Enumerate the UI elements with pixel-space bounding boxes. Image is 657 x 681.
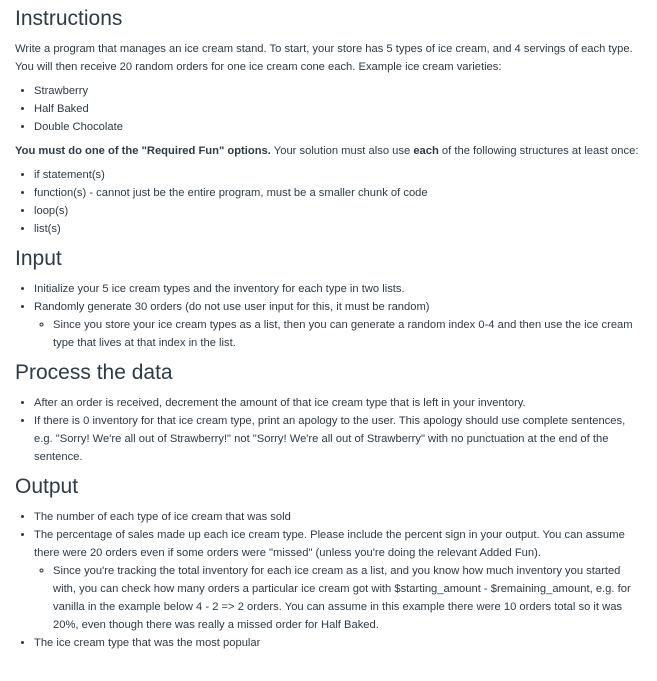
instructions-heading: Instructions [15, 7, 123, 30]
process-heading: Process the data [15, 361, 173, 384]
required-fun-text: You must do one of the "Required Fun" options. [15, 145, 271, 157]
list-item: • The ice cream type that was the most popular [34, 634, 643, 652]
list-item [34, 526, 643, 634]
output-heading: Output [15, 475, 79, 498]
list-item: ◦ Since you're tracking the total inventory for each ice cream as a list, and you know how much inventory you started with, you can check how many orders a particular ice cream got with $starting_amount - $remaining_amount, e.g. for vanilla in the example below 4 - 2 => 2 orders. You can assume in this example there were 10 orders total so it was 20%, even though there was really a missed order for Half Baked. [53, 562, 643, 634]
list-item: • The number of each type of ice cream that was sold [34, 508, 643, 526]
varieties-list [15, 82, 643, 136]
intro-paragraph: Write a program that manages an ice cream stand. To start, your store has 5 types of ice cream, and 4 servings of each type. You will then receive 20 random orders for one ice cream cone each. Example ice cream varieties: [15, 43, 633, 73]
list-item: • Strawberry [34, 82, 643, 100]
list-item: • loop(s) [34, 202, 643, 220]
process-list [15, 394, 643, 466]
each-text: each [413, 145, 439, 157]
list-item: • After an order is received, decrement the amount of that ice cream type that is left in your inventory. [34, 394, 643, 412]
input-list [15, 280, 643, 352]
list-item: • If there is 0 inventory for that ice cream type, print an apology to the user. This apology should use complete sentences, e.g. "Sorry! We're all out of Strawberry!" not "Sorry! We're all out of Strawberry" with no punctuation at the end of the sentence. [34, 412, 643, 466]
requirements-text-2: of the following structures at least once: [438, 145, 639, 157]
list-item: • Double Chocolate [34, 118, 643, 136]
requirements-text-1: Your solution must also use [270, 145, 414, 157]
input-heading: Input [15, 247, 62, 270]
list-item-text: The percentage of sales made up each ice cream type. Please include the percent sign in your output. You can assume there were 20 orders even if some orders were "missed" (unless you're doing the relevant Added Fun). [34, 529, 625, 559]
input-sublist [34, 316, 643, 352]
list-item-text: Randomly generate 30 orders (do not use user input for this, it must be random) [34, 301, 430, 313]
list-item [34, 298, 643, 352]
structures-list [15, 166, 643, 238]
list-item: • if statement(s) [34, 166, 643, 184]
requirements-paragraph [15, 142, 643, 160]
output-list [15, 508, 643, 652]
list-item: • Half Baked [34, 100, 643, 118]
list-item: • list(s) [34, 220, 643, 238]
list-item: ◦ Since you store your ice cream types as a list, then you can generate a random index 0-4 and then use the ice cream type that lives at that index in the list. [53, 316, 643, 352]
list-item: • Initialize your 5 ice cream types and the inventory for each type in two lists. [34, 280, 643, 298]
list-item: • function(s) - cannot just be the entire program, must be a smaller chunk of code [34, 184, 643, 202]
output-sublist [34, 562, 643, 634]
